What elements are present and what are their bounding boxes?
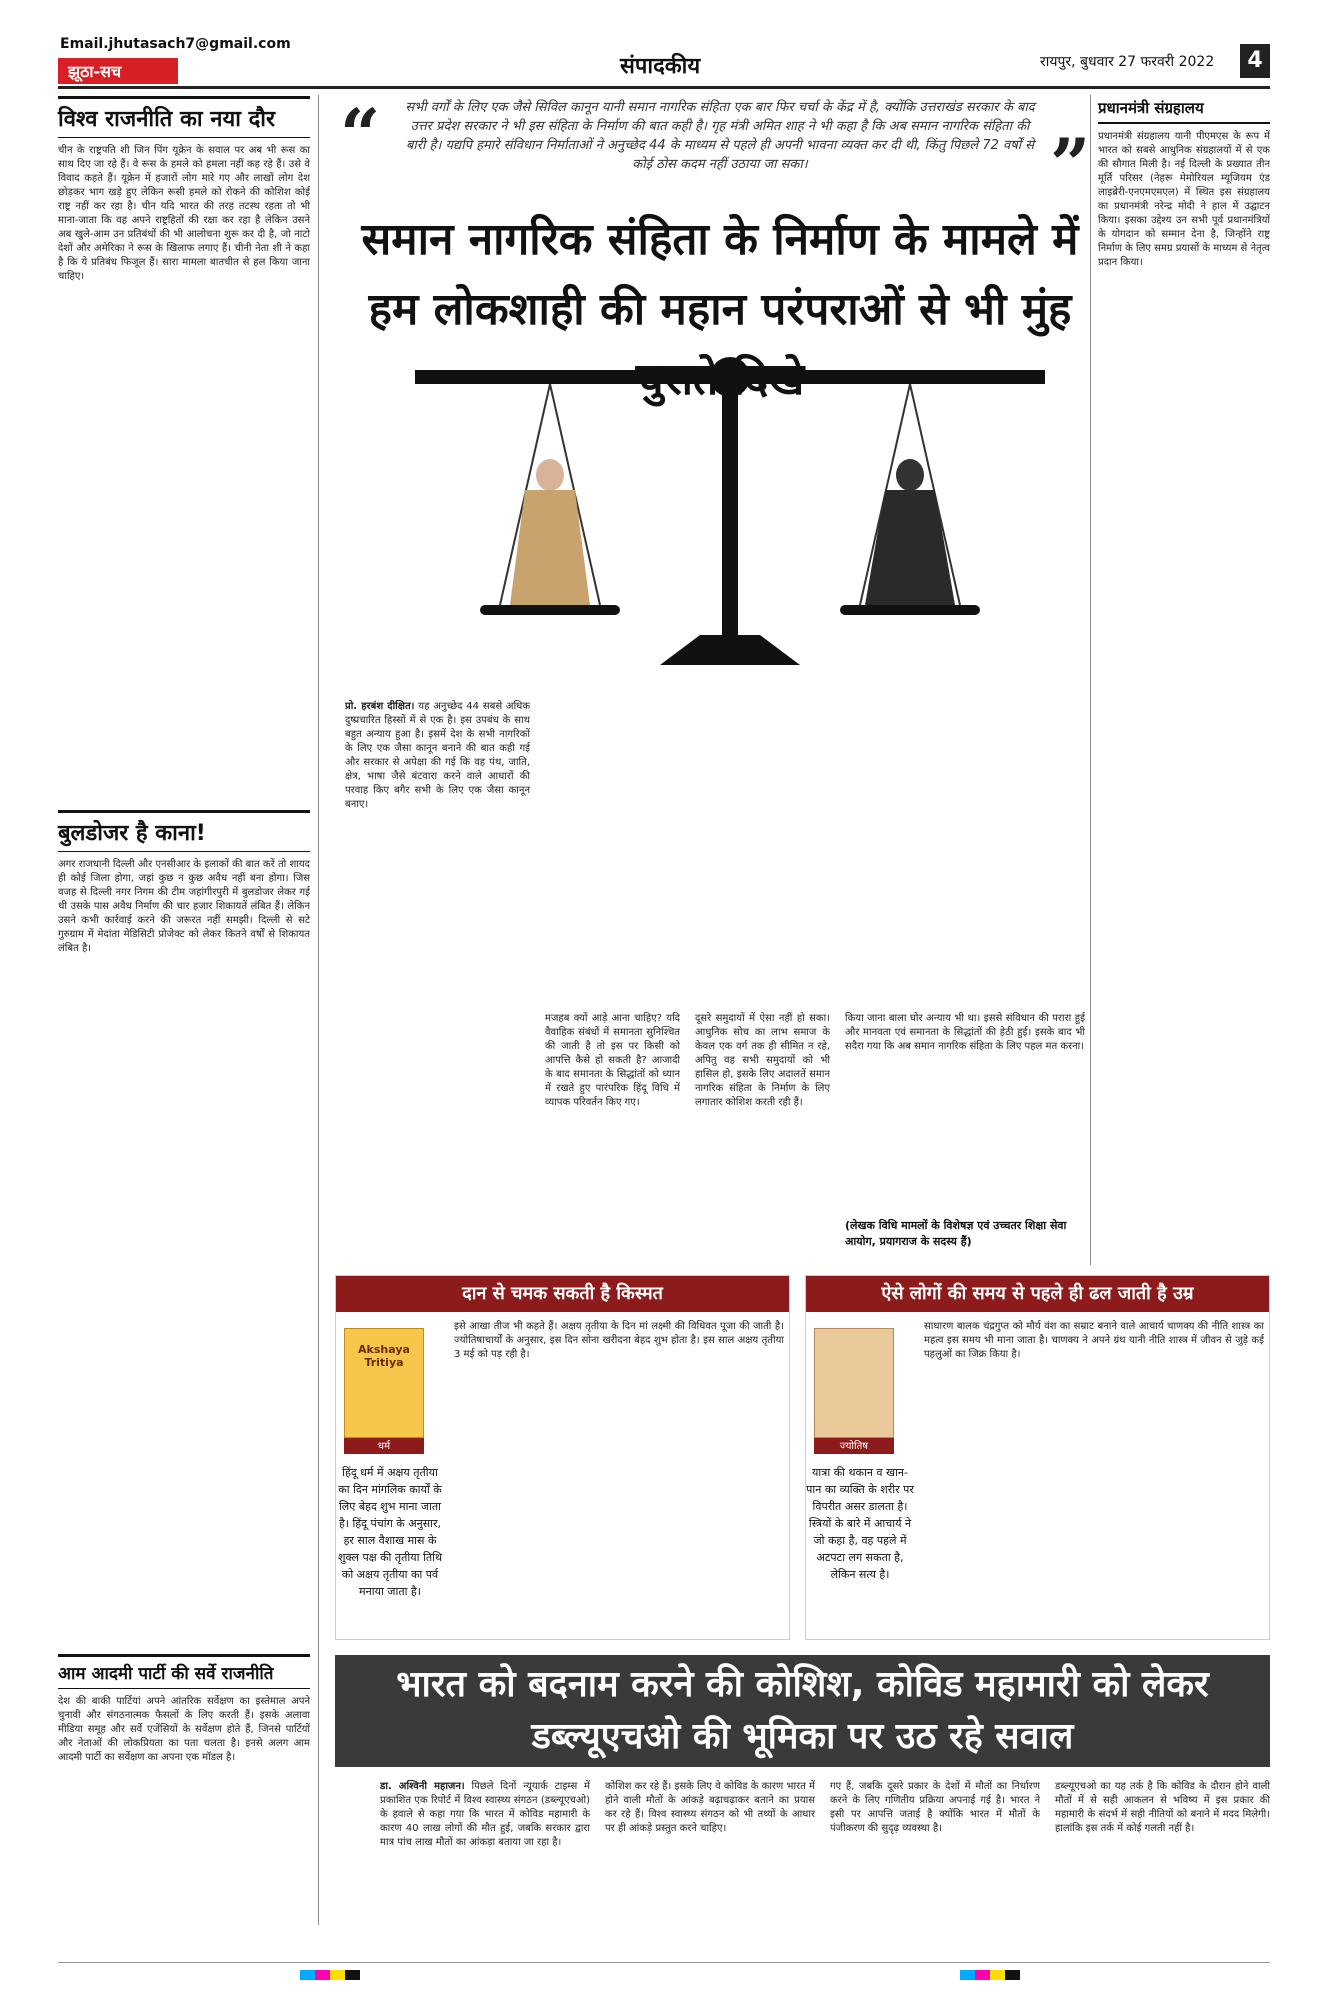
color-registration-strip <box>300 1970 360 1980</box>
editorial-col-4: किया जाना बाला घोर अन्याय भी था। इससे संविधान की परारा हुई और मानवता एवं समानता के सिद्धांतों की हेठी हुई। इसके बाद भी सदैरा गया कि अब समान नागरिक संहिता के लिए पहल मत करना। <box>845 1013 1085 1052</box>
editorial-quote: सभी वर्गों के लिए एक जैसे सिविल कानून यानी समान नागरिक संहिता एक बार फिर चर्चा के केंद्र में है, क्योंकि उत्तराखंड सरकार के बाद उत्तर प्रदेश सरकार ने भी इस संहिता के निर्माण की बात कही है। गृह मंत्री अमित शाह ने भी कहा है कि अब समान नागरिक संहिता की बारी है। यद्यपि हमारे संविधान निर्माताओं ने अनुच्छेद 44 के माध्यम से पहले ही अपनी भावना व्यक्त कर दी थी, किंतु पिछले 72 वर्षों से कोई ठोस कदम नहीं उठाया जा सका। <box>405 100 1035 172</box>
editorial-col-1 <box>345 700 530 1260</box>
footer-rule <box>58 1962 1270 1963</box>
bottom-col-1-text: पिछले दिनों न्यूयार्क टाइम्स में प्रकाशित एक रिपोर्ट में विश्व स्वास्थ्य संगठन (डब्ल्यूएचओ) के हवाले से कहा गया कि भारत में कोविड महामारी के कारण 40 लाख लोगों की मौत हुई, जबकि सरकार द्वारा मात्र पांच लाख मौतों का आंकड़ा बताया जा रहा है। <box>380 1781 590 1848</box>
editorial-author: प्रो. हरबंश दीक्षित। <box>345 701 415 712</box>
bottom-col-1 <box>380 1780 590 1940</box>
right-headline: प्रधानमंत्री संग्रहालय <box>1098 98 1270 124</box>
column-divider <box>1090 95 1091 1265</box>
box-aging <box>805 1275 1270 1640</box>
box-akshaya <box>335 1275 790 1640</box>
author-bio: (लेखक विधि मामलों के विशेषज्ञ एवं उच्चतर शिक्षा सेवा आयोग, प्रयागराज के सदस्य हैं) <box>845 1219 1067 1248</box>
left-article-3: देश की बाकी पार्टियां अपने आंतरिक सर्वेक्षण का इस्तेमाल अपने चुनावी और संगठनात्मक फैसलों के लिए करती हैं। इसके अलावा मीडिया समूह और सर्वे एजेंसियों के सर्वेक्षण होते हैं, जिनसे पार्टियों और नेताओं की लोकप्रियता का पता चलता है। इनसे अलग आम आदमी पार्टी का सर्वेक्षण का अपना एक मॉडल है। <box>58 1696 310 1763</box>
bottom-col-4: डब्ल्यूएचओ का यह तर्क है कि कोविड के दौरान होने वाली मौतों में से सही आकलन से भविष्य में इस प्रकार की महामारी के संदर्भ में सही नीतियों को बनाने में मदद मिलेगी। हालांकि इस तर्क में कोई गलती नहीं है। <box>1055 1781 1270 1834</box>
box-aging-caption: यात्रा की थकान व खान-पान का व्यक्ति के शरीर पर विपरीत असर डालता है। स्त्रियों के बारे में आचार्य ने जो कहा है, वह पहले में अटपटा लग सकता है, लेकिन सत्य है। <box>806 1466 914 1581</box>
box-akshaya-tag: धर्म <box>344 1438 424 1454</box>
close-quote-icon: ” <box>1050 123 1091 206</box>
bottom-col-2: कोशिश कर रहे हैं। इसके लिए वे कोविड के कारण भारत में होने वाली मौतों के आंकड़े बढ़ाचढ़ाकर बताने का प्रयास कर रहे हैं। विश्व स्वास्थ्य संगठन को भी तथ्यों के आधार पर ही आंकड़े प्रस्तुत करने चाहिए। <box>605 1781 815 1834</box>
akshaya-image-label: Akshaya Tritiya <box>358 1343 410 1369</box>
box-aging-tag: ज्योतिष <box>814 1438 894 1454</box>
masthead-date: रायपुर, बुधवार 27 फरवरी 2022 <box>1040 54 1215 70</box>
open-quote-icon: “ <box>340 93 381 176</box>
bottom-author: डा. अश्विनी महाजन। <box>380 1781 465 1792</box>
left-headline-2: बुलडोजर है काना! <box>58 810 310 852</box>
column-divider <box>318 95 319 1925</box>
editorial-col-3: दूसरे समुदायों में ऐसा नहीं हो सका। आधुनिक सोच का लाभ समाज के केवल एक वर्ग तक ही सीमित न रहे, अपितु वह सभी समुदायों को भी हासिल हो, इसके लिए अदालतें समान नागरिक संहिता के निर्माण के लिए लगातार कोशिश करती रही हैं। <box>695 1013 830 1108</box>
editorial-col-2: मजहब क्यों आड़े आना चाहिए? यदि वैवाहिक संबंधों में समानता सुनिश्चित की जाती है तो इस पर किसी को आपत्ति कैसे हो सकती है? आजादी के बाद समानता के सिद्धांतों को ध्यान में रखते हुए पारंपरिक हिंदू विधि में व्यापक परिवर्तन किए गए। <box>545 1013 680 1108</box>
left-article-1: चीन के राष्ट्रपति शी जिन पिंग यूक्रेन के सवाल पर अब भी रूस का साथ दिए जा रहे हैं। वे रूस के हमले को हमला नहीं कह रहे हैं। उसे वे विवाद कहते हैं। यूक्रेन में हजारों लोग मारे गए और लाखों लोग देश छोड़कर भाग खड़े हुए लेकिन रूसी हमले को रोकने की कोशिश कोई राष्ट्र नहीं कर रहा है। चीन यदि भारत की तरह तटस्थ रहता तो भी माना-जाता कि वह अपने राष्ट्रहितों की रक्षा कर रहा है लेकिन उसने अब खुले-आम उन प्रतिबंधों की भी आलोचना शुरू कर दी है, जो नाटो देशों और अमेरिका ने रूस के खिलाफ लगाए हैं। चीनी नेता शी ने कहा है कि ये प्रतिबंध फिजूल हैं। सारा मामला बातचीत से हल किया जाना चाहिए। <box>58 145 310 282</box>
color-registration-strip <box>960 1970 1020 1980</box>
bottom-headline: भारत को बदनाम करने की कोशिश, कोविड महामारी को लेकर डब्ल्यूएचओ की भूमिका पर उठ रहे सवाल <box>335 1655 1270 1767</box>
chanakya-image <box>814 1328 894 1438</box>
bottom-col-3: गए हैं, जबकि दूसरे प्रकार के देशों में मौतों का निर्धारण करने के लिए गणितीय प्रक्रिया अपनाई गई है। भारत ने इसी पर आपत्ति जताई है क्योंकि भारत में मौतों के पंजीकरण की सुदृढ़ व्यवस्था है। <box>830 1781 1040 1834</box>
masthead-email: Email.jhutasach7@gmail.com <box>60 36 291 52</box>
box-akshaya-text: इसे आखा तीज भी कहते हैं। अक्षय तृतीया के दिन मां लक्ष्मी की विधिवत पूजा की जाती है। ज्योतिषाचार्यों के अनुसार, इस दिन सोना खरीदना बेहद शुभ होता है। इस साल अक्षय तृतीया 3 मई को पड़ रही है। <box>454 1321 784 1360</box>
left-headline-3: आम आदमी पार्टी की सर्वे राजनीति <box>58 1654 310 1689</box>
section-title: संपादकीय <box>620 54 701 79</box>
left-headline-1: विश्व राजनीति का नया दौर <box>58 96 310 138</box>
akshaya-image <box>344 1328 424 1438</box>
scale-illustration <box>400 345 1060 685</box>
left-article-2: अगर राजधानी दिल्ली और एनसीआर के इलाकों की बात करें तो शायद ही कोई जिला होगा, जहां कुछ न कुछ अवैध नहीं बना होगा। जिस वजह से दिल्ली नगर निगम की टीम जहांगीरपुरी में बुलडोजर लेकर गई थी उसके पास अवैध निर्माण की चार हजार शिकायतें लंबित हैं। लेकिन उसने कभी कार्रवाई करने की जरूरत नहीं समझी। दिल्ली से सटे गुरुग्राम में मेदांता मेडिसिटी प्रोजेक्ट को लेकर कितने वर्षों से शिकायत लंबित है। <box>58 859 310 954</box>
page-number: 4 <box>1240 44 1270 78</box>
box-aging-text: साधारण बालक चंद्रगुप्त को मौर्य वंश का सम्राट बनाने वाले आचार्य चाणक्य की नीति शास्त्र का महत्व इस समय भी माना जाता है। चाणक्य ने अपने ग्रंथ यानी नीति शास्त्र में जीवन से जुड़े कई पहलुओं का जिक्र किया है। <box>924 1321 1264 1360</box>
box-aging-title: ऐसे लोगों की समय से पहले ही ढल जाती है उम्र <box>806 1276 1269 1312</box>
right-article: प्रधानमंत्री संग्रहालय यानी पीएमएस के रूप में भारत को सबसे आधुनिक संग्रहालयों में से एक की सौगात मिली है। नई दिल्ली के प्रख्यात तीन मूर्ति परिसर (नेहरू मेमोरियल म्यूजियम एंड लाइब्रेरी-एनएमएमएल) में स्थित इस संग्रहालय का प्रधानमंत्री नरेन्द्र मोदी ने हाल में उद्घाटन किया। इसका उद्देश्य उन सभी पूर्व प्रधानमंत्रियों के योगदान को सम्मान देना है, जिन्होंने राष्ट्र निर्माण के लिए समग्र प्रयासों के माध्यम से नेतृत्व प्रदान किया। <box>1098 131 1270 268</box>
left-column <box>58 96 310 2003</box>
editorial-body-1: यह अनुच्छेद 44 सबसे अधिक दुष्प्रचारित हिस्सों में से एक है। इस उपबंध के साथ बहुत अन्याय हुआ है। इसमें देश के सभी नागरिकों के लिए एक जैसा कानून बनाने की बात कही गई और सरकार से अपेक्षा की गई कि वह पंथ, जाति, क्षेत्र, भाषा जैसे बंटवारा करने वाले आधारों की परवाह किए बगैर सभी के लिए एक जैसा कानून बनाए। <box>345 701 530 810</box>
box-akshaya-title: दान से चमक सकती है किस्मत <box>336 1276 789 1312</box>
masthead-rule <box>58 86 1270 89</box>
editorial-headline: समान नागरिक संहिता के निर्माण के मामले में हम लोकशाही की महान परंपराओं से भी मुंह <box>361 214 1079 335</box>
box-akshaya-caption: हिंदू धर्म में अक्षय तृतीया का दिन मांगलिक कार्यों के लिए बेहद शुभ माना जाता है। हिंदू पंचांग के अनुसार, हर साल वैशाख मास के शुक्ल पक्ष की तृतीया तिथि को अक्षय तृतीया का पर्व मनाया जाता है। <box>338 1466 442 1598</box>
masthead-brand: झूठा-सच <box>58 58 178 84</box>
